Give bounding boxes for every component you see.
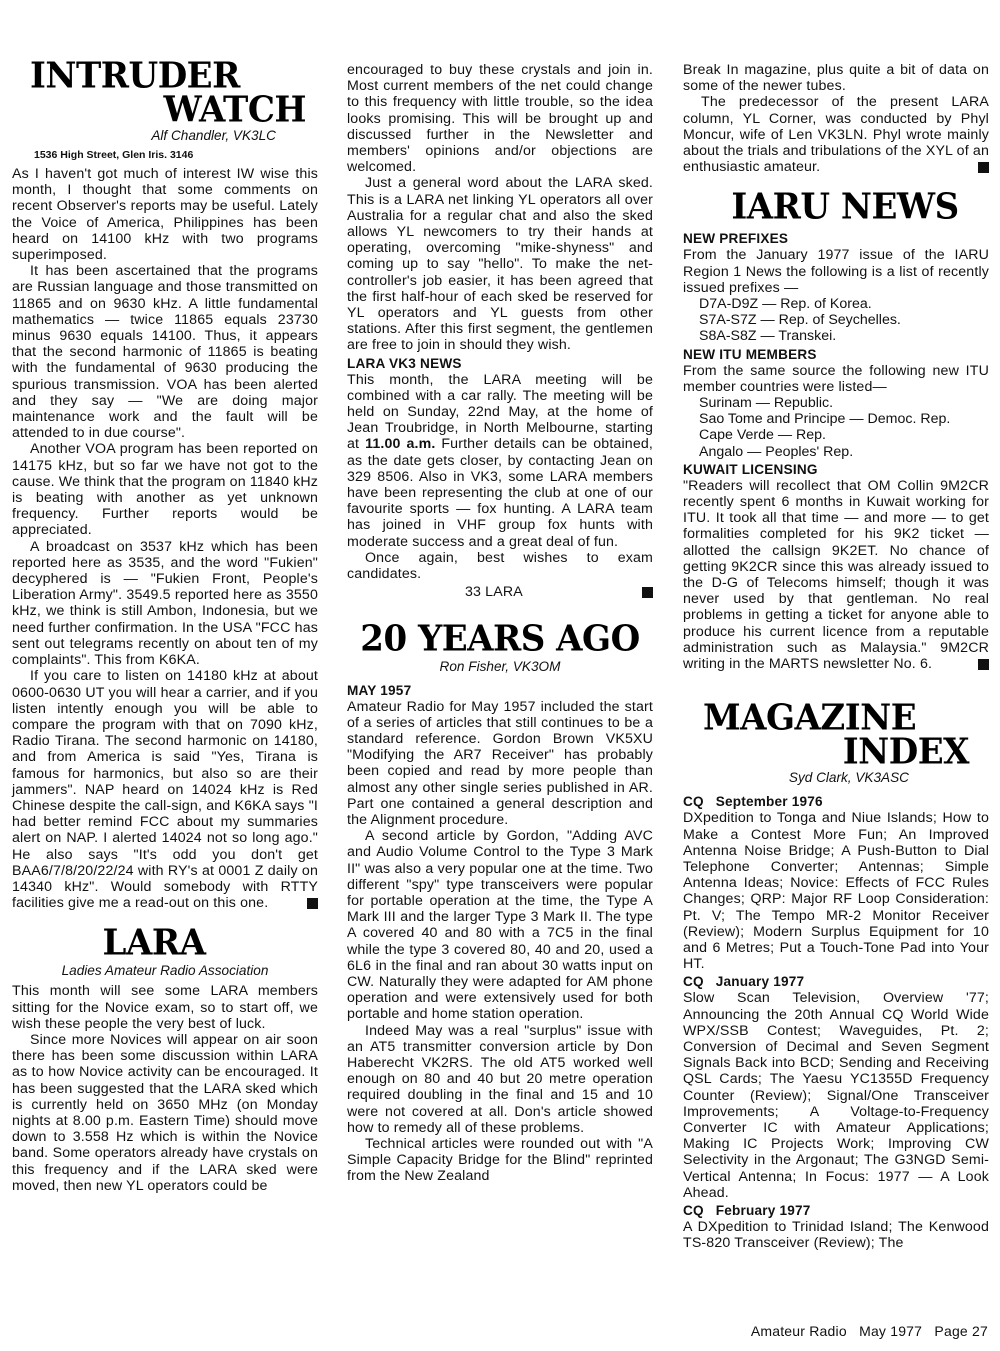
twenty-years-paragraph: Amateur Radio for May 1957 included the start of a series of articles that still continues to be a standard reference. Gordon Brown VK5XU "Modifying the AR7 Receiver" has probably been copied and read by more people than almost any other single series published in AR. Part one contained a general description and the Alignment procedure.	[347, 698, 653, 828]
prefix-item: S7A-S7Z — Rep. of Seychelles.	[699, 312, 901, 329]
kuwait-heading: KUWAIT LICENSING	[683, 461, 818, 477]
itu-member-item: Sao Tome and Principe — Democ. Rep.	[699, 411, 951, 428]
twenty-years-paragraph: Indeed May was a real "surplus" issue with an AT5 transmitter conversion article by Don Haberecht VK2RS. The old AT5 worked well enough on 80 and 40 but 20 metre operation required doubling in the final and 15 and 10 were not covered at all. Don's article showed how to remedy all of these problems.	[347, 1022, 653, 1136]
magazine-index-section	[683, 697, 989, 1252]
kuwait-text: "Readers will recollect that OM Collin 9M2CR recently spent 6 months in Kuwait working for ITU. It took all that time — and more — to get formalities completed for his 9K2 ticket — allotted the callsign 9K2ET. No chance of getting 9K2CR since this was already issued to the D-G of Telecoms himself; though it was never used by that gentleman. No real problems in getting a ticket for anyone able to produce his current licence from a reputable administration such as Malaysia." 9M2CR writing in the MARTS newsletter No. 6.	[683, 477, 989, 673]
new-itu-intro: From the same source the following new ITU member countries were listed—	[683, 362, 989, 395]
new-prefixes-heading: NEW PREFIXES	[683, 231, 789, 247]
new-prefixes-intro: From the January 1977 issue of the IARU Region 1 News the following is a list of recently issued prefixes —	[683, 247, 989, 296]
intruder-paragraph: It has been ascertained that the programs are Russian language and those transmitted on 11865 and on 9630 kHz. A little fundamental mathematics — twice 11865 equals 23730 minus 9630 equals 14100. Thus, it appears that the second harmonic of 11865 is beating with the fundamental of 9630 producing the spurious transmission. VOA has been alerted and they say — "We are doing major maintenance work and the fault will be attended to in due course".	[12, 263, 318, 442]
lara-continued-paragraph: encouraged to buy these crystals and join in. Most current members of the net could change to this frequency with little trouble, so the idea looks promising. This will be brought up and discussed further in the Newsletter and members' opinions and/or objections are welcomed.	[347, 62, 653, 176]
intruder-paragraph: A broadcast on 3537 kHz which has been reported here as 3535, and the word "Fukien" decyphered is — "Fukien Front, People's Liberation Army". 3549.5 reported here as 3550 kHz, we think is still Ambon, Indonesia, but we need further confirmation. In the USA "FCC has sent out telegrams recently on about ten of my complaints". This from K6KA.	[12, 538, 318, 669]
magazine-title-line1: MAGAZINE	[703, 697, 917, 740]
lara-closing: Once again, best wishes to exam candidates.	[347, 549, 653, 583]
twenty-years-heading: MAY 1957	[347, 682, 412, 698]
twenty-years-section	[347, 617, 653, 1185]
twenty-years-paragraph: Technical articles were rounded out with "A Simple Capacity Bridge for the Blind" reprinted from the New Zealand	[347, 1135, 653, 1185]
twenty-years-continued	[683, 94, 989, 175]
prefix-item: S8A-S8Z — Transkei.	[699, 328, 837, 345]
column-1	[12, 55, 318, 1194]
twenty-years-paragraph: A second article by Gordon, "Adding AVC and Audio Volume Control to the Type 3 Mark II" was also a very popular one at the time. Two different "spy" type transceivers were popular for portable operation at the time, the Type A Mark III and the larger Type 3 Mark II. The type A covered 40 and 80 with a 7C5 in the final while the type 3 covered 80, 40 and 20, used a 6L6 in the final and ran about 30 watts input on CW. Naturally they were adapted for AM phone operation and were extensively used for both portable and home station operation.	[347, 828, 653, 1023]
intruder-title-line2: WATCH	[163, 89, 306, 131]
index-entry-text: DXpedition to Tonga and Niue Islands; How to Make a Contest More Fun; An Improved Antenna Noise Bridge; A Push-Button to Dial Telephone Converter; Antennas; Simple Antenna Ideas; Novice: Effects of FCC Rules Changes; QRP: Major RF Loop Consideration: Pt. V; The Tempo MR-2 Monitor Receiver (Review); Modern Surplus Equipment for 10 and 6 Metres; Put a Touch-Tone Pad into Your HT.	[683, 810, 989, 973]
itu-member-item: Cape Verde — Rep.	[699, 427, 826, 444]
intruder-byline: Alf Chandler, VK3LC	[151, 128, 276, 143]
kuwait-paragraph	[683, 478, 989, 672]
lara-vk3-paragraph	[347, 372, 653, 550]
iaru-news-section	[683, 186, 989, 673]
intruder-paragraph: Another VOA program has been reported on 14175 kHz, but so far we have not got to the cause. We think that the program on 11840 kHz is beating with another as yet unknown frequency. Further reports would be appreciated.	[12, 441, 318, 539]
lara-vk3-text: Further details can be obtained, as the date gets closer, by contacting Jean on 329 8506. Also in VK3, some LARA members have been representing the club at one of our favourite sports — fox hunting. A LARA team has joined in VHF group fox hunts with moderate success and a great deal of fun.	[347, 436, 653, 550]
itu-member-item: Surinam — Republic.	[699, 395, 834, 412]
end-mark-icon	[978, 659, 989, 670]
magazine-byline: Syd Clark, VK3ASC	[788, 770, 909, 786]
lara-sign: 33 LARA	[465, 584, 523, 601]
intruder-address: 1536 High Street, Glen Iris. 3146	[34, 149, 194, 161]
index-entry-heading: CQ January 1977	[683, 974, 805, 990]
iaru-title: IARU NEWS	[731, 186, 959, 229]
lara-vk3-text: This month, the LARA meeting will be combined with a car rally. The meeting will be held on Sunday, 22nd May, at the home of Jean Troubridge, in North Melbourne, starting at	[347, 371, 653, 453]
twenty-years-continued: Break In magazine, plus quite a bit of data on some of the newer tubes.	[683, 62, 989, 95]
page-footer: Amateur Radio May 1977 Page 27	[750, 1323, 988, 1339]
column-3	[683, 62, 989, 1251]
twenty-years-byline: Ron Fisher, VK3OM	[439, 658, 561, 674]
index-entry-heading: CQ February 1977	[683, 1202, 811, 1218]
index-entry-text: Slow Scan Television, Overview '77; Announcing the 20th Annual CQ World Wide WPX/SSB Contest; Waveguides, Pt. 2; Conversion of Decimal and Seven Segment Signals Back into BCD; Sending and Receiving QSL Cards; The Yaesu YC1355D Frequency Counter (Review); Signal/One Transceiver Improvements; A Voltage-to-Frequency Converter IC with Amateur Applications; Making IC Projects Work; Improving CW Selectivity in the Argonaut; The G3NGD Semi-Vertical Antenna; In Focus: 1977 — A Look Ahead.	[683, 990, 989, 1201]
lara-title: LARA	[102, 922, 206, 965]
meeting-time: 11.00 a.m.	[365, 436, 436, 453]
index-entry-text: A DXpedition to Trinidad Island; The Kenwood TS-820 Transceiver (Review); The	[683, 1218, 989, 1252]
intruder-paragraph-text: If you care to listen on 14180 kHz at about 0600-0630 UT you will hear a carrier, and if you listen intently enough you will be able to compare the program with that on 7090 kHz, Radio Tirana. The second harmonic on 14180, and from America is said "Yes, Tirana is famous for harmonics, but also so are their jammers". NAP heard on 14024 kHz is Red Chinese despite the call-sign, and K6KA says "I had better remind FCC about my summaries alert on NAP. I alerted 14024 not so long ago." He also says "It's odd you don't get BAA6/7/8/20/22/24 with RY's at 0001 Z daily on 14340 kHz". Would somebody with RTTY facilities give me a read-out on this one.	[12, 668, 318, 912]
twenty-years-title: 20 YEARS AGO	[360, 617, 640, 660]
lara-vk3-heading: LARA VK3 NEWS	[347, 355, 462, 371]
twenty-years-continued-text: The predecessor of the present LARA column, YL Corner, was conducted by Phyl Moncur, wife of Len VK3LN. Phyl wrote mainly about the trials and tribulations of the XYL of an enthusiastic amateur.	[683, 94, 989, 176]
column-2	[347, 62, 653, 1185]
itu-member-item: Angalo — Peoples' Rep.	[699, 443, 854, 460]
lara-continued-paragraph: Just a general word about the LARA sked. This is a LARA net linking YL operators all over Australia for a regular chat and also the sked allows YL newcomers to try their hands at operating, overcoming "mike-shyness" and coming up to say "hello". To make the net-controller's job easier, it has been agreed that the first half-hour of each sked be reserved for YL operators and YL guests from other stations. After this first segment, the gentlemen are free to join in should they wish.	[347, 175, 653, 354]
lara-paragraph: Since more Novices will appear on air soon there has been some discussion within LARA as to how Novice activity can be encouraged. It has been suggested that the LARA sked which is currently held on 3650 MHz (on Monday nights at 8.00 p.m. Eastern Time) should move down to 3.558 Hz which is within the Novice band. Some operators already have crystals on this frequency and if the LARA sked were moved, then new YL operators could be	[12, 1031, 318, 1194]
magazine-title-line2: INDEX	[842, 731, 969, 774]
lara-signoff	[347, 584, 653, 600]
lara-section	[12, 922, 318, 1194]
end-mark-icon	[642, 587, 653, 598]
end-mark-icon	[307, 898, 318, 909]
end-mark-icon	[978, 162, 989, 173]
prefix-item: D7A-D9Z — Rep. of Korea.	[699, 296, 872, 313]
intruder-paragraph: As I haven't got much of interest IW wise this month, I thought that some comments on recent Observer's reports may be useful. Lately the Voice of America, Philippines has been heard on 14100 kHz with two programs superimposed.	[12, 166, 318, 264]
index-entry-heading: CQ September 1976	[683, 794, 823, 810]
new-itu-heading: NEW ITU MEMBERS	[683, 346, 817, 362]
intruder-paragraph	[12, 668, 318, 911]
lara-paragraph: This month will see some LARA members sitting for the Novice exam, so to start off, we wish these people the very best of luck.	[12, 983, 318, 1032]
lara-byline: Ladies Amateur Radio Association	[61, 963, 269, 979]
intruder-title-line1: INTRUDER	[30, 55, 240, 97]
intruder-watch-section	[12, 55, 318, 912]
